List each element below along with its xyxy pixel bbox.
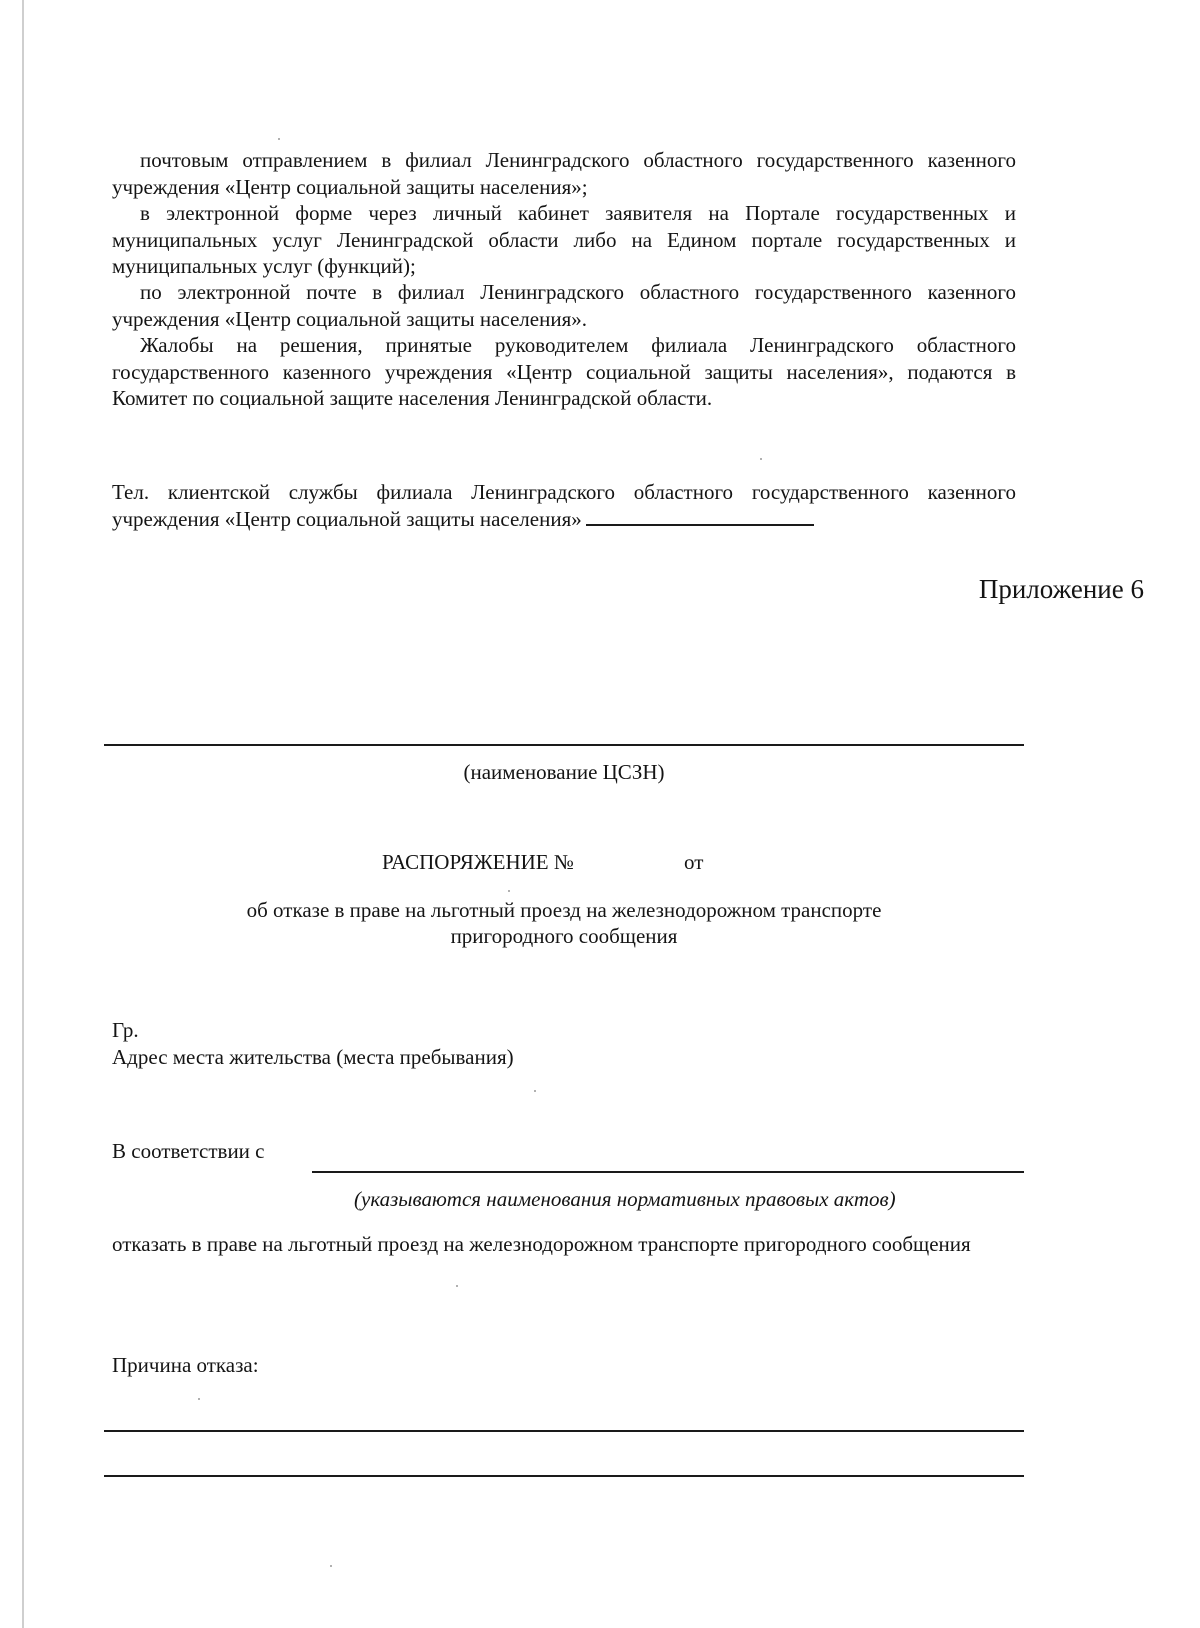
order-title: РАСПОРЯЖЕНИЕ № <box>382 850 574 874</box>
order-subject-line-2: пригородного сообщения <box>450 924 678 948</box>
acts-caption: (указываются наименования нормативных правовых актов) <box>354 1187 896 1211</box>
order-from: от <box>684 850 704 874</box>
org-caption: (наименование ЦСЗН) <box>463 760 665 784</box>
phone-line <box>112 479 1016 532</box>
address-label: Адрес места жительства (места пребывания) <box>112 1045 514 1069</box>
scan-speck <box>508 890 510 892</box>
decision-text: отказать в праве на льготный проезд на железнодорожном транспорте пригородного сообщения <box>112 1232 971 1256</box>
paragraph-email: по электронной почте в филиал Ленинградского областного государственного казенного учреждения «Центр социальной защиты населения». <box>112 280 1016 331</box>
phone-text: Тел. клиентской службы филиала Ленинградского областного государственного казенного учреждения «Центр социальной защиты населения» <box>112 480 1016 531</box>
scan-edge <box>22 0 24 1628</box>
reason-blank-line-2[interactable] <box>104 1475 1024 1477</box>
scan-speck <box>534 1090 536 1092</box>
scan-speck <box>198 1398 200 1400</box>
scan-speck <box>760 458 762 460</box>
order-subject-line-1: об отказе в праве на льготный проезд на железнодорожном транспорте <box>246 898 882 922</box>
org-name-blank-line[interactable] <box>104 744 1024 746</box>
appendix-title: Приложение 6 <box>978 574 1144 604</box>
phone-blank[interactable] <box>586 506 814 526</box>
according-label: В соответствии с <box>112 1139 265 1163</box>
paragraph-complaints: Жалобы на решения, принятые руководителем филиала Ленинградского областного государственного казенного учреждения «Центр социальной защиты населения», подаются в Комитет по социальной защите населения Ленинградской области. <box>112 333 1016 410</box>
paragraph-electronic-form: в электронной форме через личный кабинет заявителя на Портале государственных и муниципальных услуг Ленинградской области либо на Едином портале государственных и муниципальных услуг (функций); <box>112 201 1016 278</box>
scan-speck <box>330 1565 332 1567</box>
scan-speck <box>456 1285 458 1287</box>
scan-speck <box>278 138 280 140</box>
citizen-label: Гр. <box>112 1018 139 1042</box>
reason-label: Причина отказа: <box>112 1353 259 1377</box>
paragraph-postal: почтовым отправлением в филиал Ленинградского областного государственного казенного учреждения «Центр социальной защиты населения»; <box>112 148 1016 199</box>
reason-blank-line-1[interactable] <box>104 1430 1024 1432</box>
acts-blank-line[interactable] <box>312 1171 1024 1173</box>
